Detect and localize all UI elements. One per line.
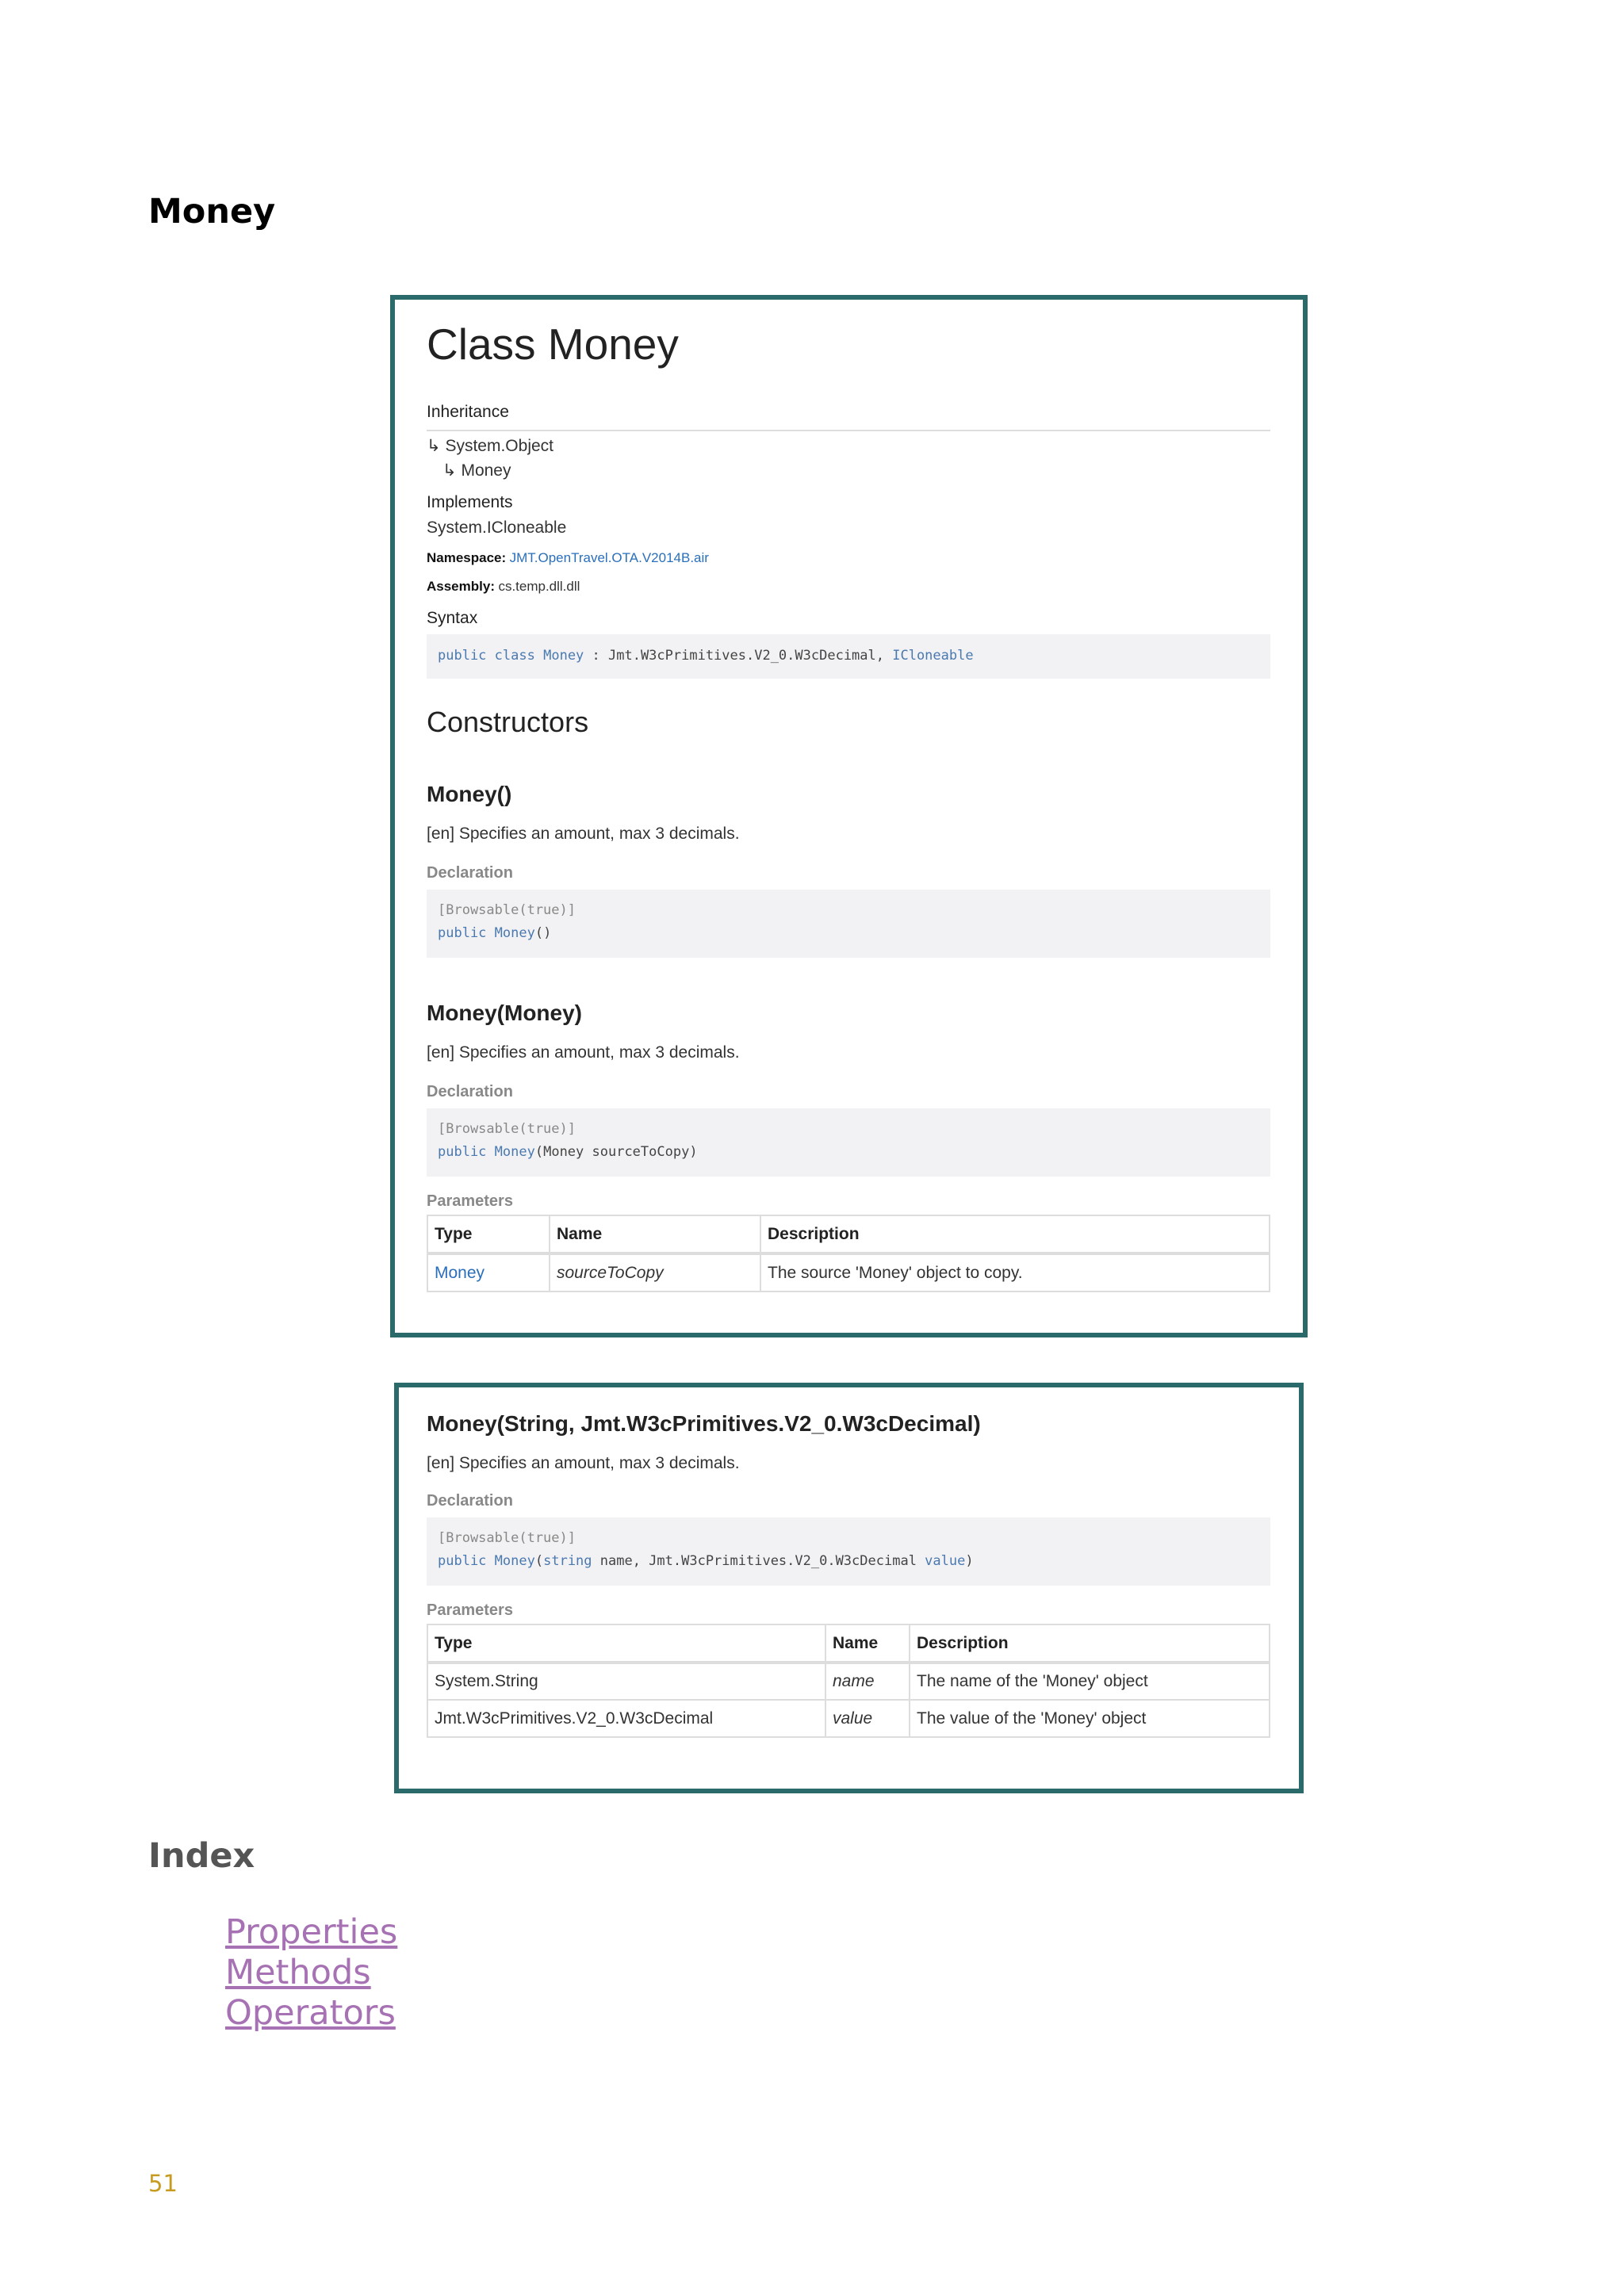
code-attribute: [Browsable(true)] (438, 902, 576, 918)
code-paren: ( (534, 1553, 544, 1569)
declaration-label: Declaration (427, 1083, 513, 1100)
code-attribute: [Browsable(true)] (438, 1121, 576, 1137)
code-attribute: [Browsable(true)] (438, 1530, 576, 1546)
inherit-arrow-icon: ↳ (442, 461, 457, 480)
class-title: Class Money (427, 320, 679, 369)
param-description: The value of the 'Money' object (910, 1700, 1270, 1737)
assembly-label: Assembly: (427, 579, 495, 594)
declaration-code-block (427, 890, 1270, 958)
param-description: The source 'Money' object to copy. (760, 1253, 1270, 1292)
implements-label: Implements (427, 493, 513, 511)
code-keyword: public (438, 1144, 487, 1160)
inheritance-item-1 (442, 461, 511, 480)
table-row (427, 1253, 1270, 1292)
assembly-value: cs.temp.dll.dll (498, 579, 580, 594)
code-args: (Money sourceToCopy) (534, 1144, 698, 1160)
param-type: System.String (427, 1663, 825, 1700)
code-paren: ) (965, 1553, 974, 1569)
column-header-description: Description (760, 1215, 1270, 1253)
column-header-type: Type (427, 1624, 825, 1663)
param-type: Jmt.W3cPrimitives.V2_0.W3cDecimal (427, 1700, 825, 1737)
code-keyword: class (494, 648, 535, 664)
code-base-types: : Jmt.W3cPrimitives.V2_0.W3cDecimal, (584, 648, 893, 664)
syntax-code-block (427, 634, 1270, 679)
syntax-label: Syntax (427, 609, 478, 627)
namespace-label: Namespace: (427, 550, 507, 565)
table-row (427, 1663, 1270, 1700)
code-ctor-name: Money (494, 925, 535, 941)
declaration-label: Declaration (427, 1492, 513, 1510)
implements-value: System.ICloneable (427, 519, 567, 537)
ctor-title: Money(String, Jmt.W3cPrimitives.V2_0.W3cDecimal) (427, 1411, 981, 1436)
page-number: 51 (148, 2170, 178, 2197)
code-keyword: value (925, 1553, 966, 1569)
index-link-methods[interactable]: Methods (225, 1953, 371, 1992)
param-type-link[interactable]: Money (427, 1253, 550, 1292)
inheritance-label: Inheritance (427, 403, 509, 421)
parameters-label: Parameters (427, 1192, 513, 1210)
declaration-code-block (427, 1108, 1270, 1177)
page-heading: Money (148, 192, 276, 232)
param-description: The name of the 'Money' object (910, 1663, 1270, 1700)
param-name: name (825, 1663, 910, 1700)
assembly-line (427, 579, 580, 595)
declaration-label: Declaration (427, 864, 513, 882)
namespace-line (427, 550, 709, 566)
index-link-list (225, 1912, 397, 2034)
parameters-table (427, 1624, 1270, 1738)
constructors-heading: Constructors (427, 706, 589, 738)
code-keyword: string (543, 1553, 592, 1569)
declaration-code-block (427, 1517, 1270, 1586)
column-header-name: Name (825, 1624, 910, 1663)
code-interface: ICloneable (892, 648, 974, 664)
table-row (427, 1700, 1270, 1737)
namespace-link[interactable]: JMT.OpenTravel.OTA.V2014B.air (509, 550, 709, 565)
class-doc-screenshot-2 (394, 1383, 1304, 1793)
code-keyword: public (438, 925, 487, 941)
ctor-summary: [en] Specifies an amount, max 3 decimals. (427, 1043, 740, 1062)
parameters-label: Parameters (427, 1601, 513, 1619)
index-link-operators[interactable]: Operators (225, 1993, 396, 2033)
code-keyword: public (438, 648, 487, 664)
ctor-summary: [en] Specifies an amount, max 3 decimals. (427, 1454, 740, 1472)
code-ctor-name: Money (494, 1144, 535, 1160)
param-name: sourceToCopy (550, 1253, 760, 1292)
inherit-arrow-icon: ↳ (427, 437, 441, 455)
ctor-summary: [en] Specifies an amount, max 3 decimals. (427, 825, 740, 843)
code-keyword: public (438, 1553, 487, 1569)
column-header-name: Name (550, 1215, 760, 1253)
code-class-name: Money (543, 648, 584, 664)
param-name: value (825, 1700, 910, 1737)
column-header-type: Type (427, 1215, 550, 1253)
code-ctor-name: Money (494, 1553, 535, 1569)
code-args: () (534, 925, 552, 941)
ctor-title: Money(Money) (427, 1001, 582, 1025)
inheritance-derived: Money (461, 461, 511, 480)
inheritance-base: System.Object (445, 437, 553, 455)
index-link-properties[interactable]: Properties (225, 1912, 398, 1952)
parameters-table (427, 1215, 1270, 1292)
code-args: name, Jmt.W3cPrimitives.V2_0.W3cDecimal (592, 1553, 925, 1569)
column-header-description: Description (910, 1624, 1270, 1663)
inheritance-item-0 (427, 436, 553, 456)
class-doc-screenshot-1 (390, 295, 1308, 1337)
inheritance-rule (427, 430, 1270, 431)
ctor-title: Money() (427, 782, 512, 806)
index-heading: Index (148, 1836, 255, 1876)
